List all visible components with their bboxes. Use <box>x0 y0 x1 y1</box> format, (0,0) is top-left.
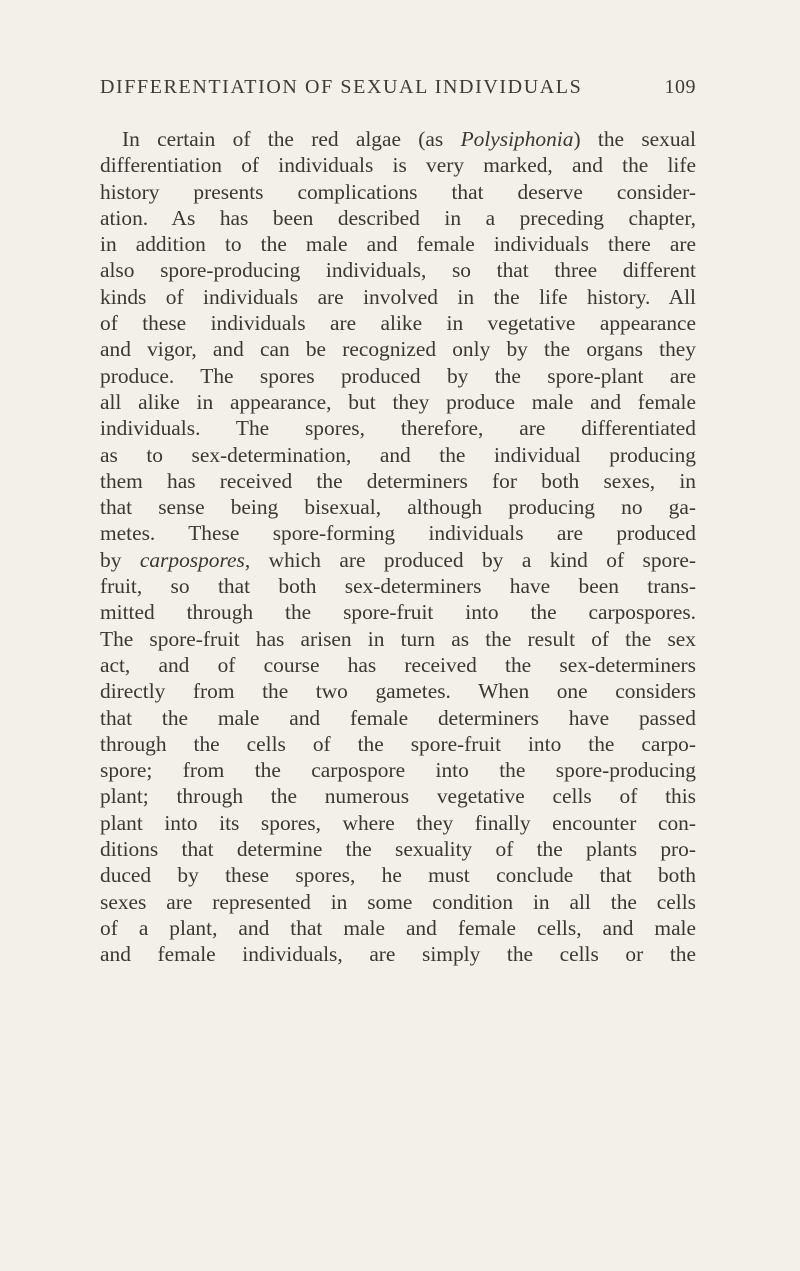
text-run: by <box>100 547 140 572</box>
text-line <box>100 284 696 310</box>
italic-term: carpospores <box>139 547 245 572</box>
text-run: through the cells of the spore-fruit into the carpo- <box>100 731 696 756</box>
text-line <box>100 442 696 468</box>
text-run: directly from the two gametes. When one considers <box>100 679 696 704</box>
text-run: also spore-producing individuals, so that three different <box>100 258 696 283</box>
text-run: plant into its spores, where they finally encounter con- <box>100 810 696 835</box>
text-run: produce. The spores produced by the spore-plant are <box>100 363 696 388</box>
text-line <box>100 547 696 573</box>
text-line <box>100 231 696 257</box>
running-head <box>100 76 696 106</box>
text-line <box>100 520 696 546</box>
text-run: act, and of course has received the sex-determiners <box>100 652 696 677</box>
text-line <box>100 468 696 494</box>
text-run: mitted through the spore-fruit into the carpospores. <box>100 600 696 625</box>
text-run: that the male and female determiners have passed <box>100 705 696 730</box>
text-run: all alike in appearance, but they produce male and female <box>100 389 696 414</box>
running-title: DIFFERENTIATION OF SEXUAL INDIVIDUALS <box>100 76 583 98</box>
text-run: history presents complications that deserve consider- <box>100 179 696 204</box>
text-line <box>100 783 696 809</box>
text-line <box>100 573 696 599</box>
text-line <box>100 152 696 178</box>
page-number: 109 <box>664 76 696 98</box>
text-run: duced by these spores, he must conclude that both <box>100 863 696 888</box>
text-run: ditions that determine the sexuality of the plants pro- <box>100 837 696 862</box>
text-line <box>100 257 696 283</box>
text-line <box>100 941 696 967</box>
text-run: plant; through the numerous vegetative cells of this <box>100 784 696 809</box>
text-run: spore; from the carpospore into the spore-producing <box>100 758 696 783</box>
text-run: them has received the determiners for both sexes, in <box>100 468 696 493</box>
text-run: that sense being bisexual, although producing no ga- <box>100 495 696 520</box>
text-line <box>100 205 696 231</box>
text-run: fruit, so that both sex-determiners have been trans- <box>100 574 696 599</box>
text-run: of these individuals are alike in vegetative appearance <box>100 311 696 336</box>
text-line <box>100 415 696 441</box>
text-line <box>100 336 696 362</box>
text-line <box>100 862 696 888</box>
text-run: individuals. The spores, therefore, are differentiated <box>100 416 696 441</box>
text-line <box>100 310 696 336</box>
text-line <box>100 599 696 625</box>
text-run: sexes are represented in some condition in all the cells <box>100 889 696 914</box>
text-run: In certain of the red algae (as <box>122 127 461 151</box>
text-run: differentiation of individuals is very marked, and the life <box>100 153 696 178</box>
text-line <box>100 836 696 862</box>
body-paragraph <box>100 126 696 968</box>
text-line <box>100 126 696 152</box>
text-run: and female individuals, are simply the cells or the <box>100 942 696 967</box>
text-line <box>100 810 696 836</box>
text-line <box>100 626 696 652</box>
text-line <box>100 731 696 757</box>
text-line <box>100 757 696 783</box>
text-run: ation. As has been described in a preceding chapter, <box>100 205 696 230</box>
text-line <box>100 652 696 678</box>
text-run: ) the sexual <box>573 127 696 151</box>
text-line <box>100 705 696 731</box>
text-run: as to sex-determination, and the individual producing <box>100 442 696 467</box>
text-line <box>100 678 696 704</box>
italic-term: Polysiphonia <box>460 127 574 151</box>
text-line <box>100 179 696 205</box>
text-run: metes. These spore-forming individuals are produced <box>100 521 696 546</box>
text-line <box>100 363 696 389</box>
text-line <box>100 389 696 415</box>
text-line <box>100 915 696 941</box>
text-run: of a plant, and that male and female cells, and male <box>100 915 696 940</box>
text-run: and vigor, and can be recognized only by the organs they <box>100 337 696 362</box>
text-run: The spore-fruit has arisen in turn as the result of the sex <box>100 626 696 651</box>
text-line <box>100 889 696 915</box>
text-run: in addition to the male and female individuals there are <box>100 232 696 257</box>
text-run: kinds of individuals are involved in the life history. All <box>100 284 696 309</box>
text-run: , which are produced by a kind of spore- <box>244 547 696 572</box>
text-line <box>100 494 696 520</box>
